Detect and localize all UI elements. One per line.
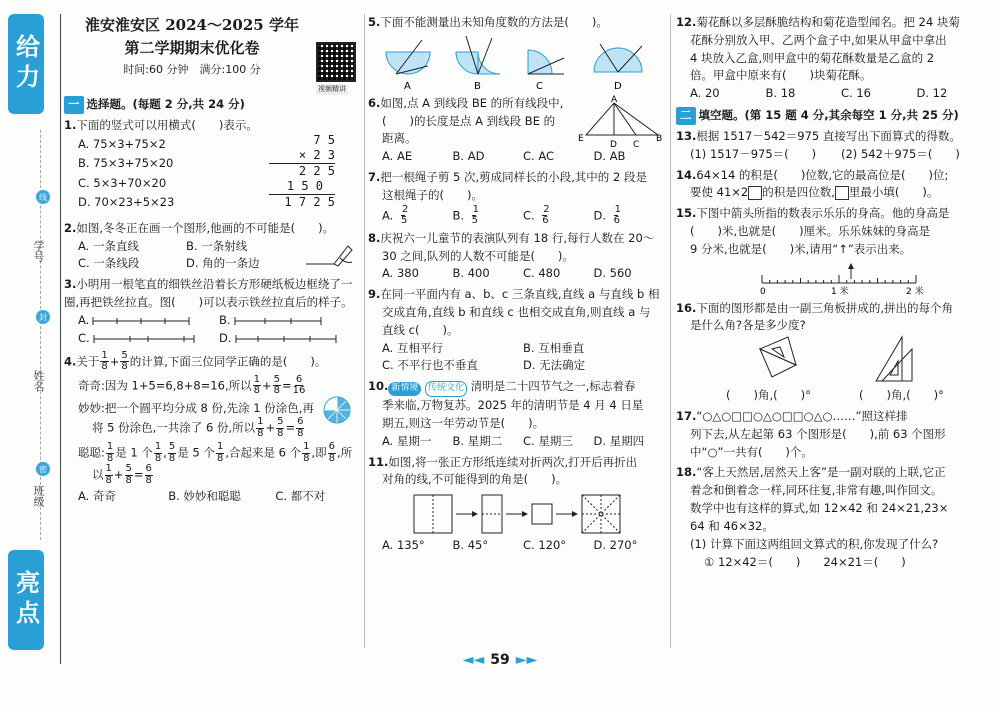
q10-option-c[interactable]: C. 星期三 xyxy=(523,433,573,448)
q4-f-z: 8 xyxy=(105,474,112,486)
q5-fig-a xyxy=(386,40,430,74)
q7-b-label: B. xyxy=(452,208,465,223)
q7-d-den: 6 xyxy=(613,215,620,227)
q17-l3: 中“○”一共有( )个。 xyxy=(690,444,813,459)
q11-number: 11. xyxy=(368,454,389,469)
q4-f-e: 6 xyxy=(295,373,303,385)
q3-text: 小明用一根笔直的细铁丝沿着长方形硬纸板边框绕了一圈,再把铁丝拉直。图( )可以表示铁丝拉直后的样子。 xyxy=(64,277,353,310)
q8-option-d[interactable]: D. 560 xyxy=(593,266,632,281)
q18-l1: “客上天然居,居然天上客”是一副对联的上联,它正 xyxy=(696,465,946,480)
q2-text: 如图,冬冬正在画一个图形,他画的不可能是( )。 xyxy=(76,220,335,235)
q1-option-b[interactable]: B. 75×3+75×20 xyxy=(78,156,174,171)
q11-folding-figure xyxy=(368,489,658,537)
q3-option-a[interactable] xyxy=(78,312,219,330)
q4-frac-d2: 8 xyxy=(121,361,128,372)
q9-option-b[interactable]: B. 互相垂直 xyxy=(523,340,585,355)
column-separator-1 xyxy=(364,14,365,648)
q4-option-c[interactable]: C. 都不对 xyxy=(275,489,326,504)
q2-option-a[interactable]: A. 一条直线 xyxy=(78,238,139,253)
q1-option-d[interactable]: D. 70×23+5×23 xyxy=(78,195,175,210)
q16-fig-b xyxy=(876,337,912,381)
q9-l2: 交成直角,直线 b 和直线 c 也相交成直角,则直线 a 与 xyxy=(382,304,651,319)
q4-option-a[interactable]: A. 奇奇 xyxy=(78,489,116,504)
q13-number: 13. xyxy=(676,128,697,143)
q4-l4d: ,合起来是 6 个 xyxy=(225,445,302,460)
q7-a-label: A. xyxy=(382,208,394,223)
q8-option-a[interactable]: A. 380 xyxy=(382,266,419,281)
pen-drawing-icon xyxy=(304,242,354,272)
q4-f-d: 8 xyxy=(273,385,280,396)
question-17 xyxy=(676,408,992,461)
q8-l2: 30 之间,队列的人数不可能是( )。 xyxy=(382,248,574,263)
q3-b-line xyxy=(231,315,341,327)
q11-option-b[interactable]: B. 45° xyxy=(452,538,489,553)
section-1-header xyxy=(64,96,360,114)
q4-f-s: 1 xyxy=(216,441,224,453)
q4-f-f: 16 xyxy=(292,385,306,396)
q14-number: 14. xyxy=(676,167,697,182)
q10-l3: 期五,则这一年劳动节是( )。 xyxy=(382,415,545,430)
q4-miaomiao-1: 妙妙:把一个圆平均分成 8 份,先涂 1 份涂色,再 xyxy=(78,400,314,415)
q4-l3: 将 5 份涂色,一共涂了 6 份,所以 xyxy=(92,420,256,435)
section-1-badge: 一 xyxy=(64,96,84,114)
q16-l1: 下面的图形都是由一副三角板拼成的,拼出的每个角 xyxy=(696,300,954,315)
question-14 xyxy=(676,167,992,203)
q6-point-c: C xyxy=(633,139,640,150)
fold-mark-3: 密 xyxy=(36,462,50,476)
q6-l3: 距离。 xyxy=(382,131,417,146)
question-16 xyxy=(676,300,992,405)
tab-bottom-label: 亮点 xyxy=(8,550,44,650)
q4-f-k: 6 xyxy=(297,416,304,428)
q4-f-o: 1 xyxy=(154,441,162,453)
q17-number: 17. xyxy=(676,409,697,423)
q6-option-c[interactable]: C. AC xyxy=(523,149,555,164)
q5-label-b[interactable]: B xyxy=(474,80,481,92)
q4-f-ac: 6 xyxy=(145,463,152,475)
q7-c-label: C. xyxy=(523,208,535,223)
q15-l1: 下图中箭头所指的数表示乐乐的身高。他的身高是 xyxy=(696,206,950,221)
q15-number: 15. xyxy=(676,206,697,221)
q18-l2: 着念和倒着念一样,同环往复,非常有趣,叫作回文。 xyxy=(690,483,943,498)
q2-option-d[interactable]: D. 角的一条边 xyxy=(186,256,260,271)
qr-code-icon[interactable] xyxy=(316,42,356,82)
label-xuehao: 学号 xyxy=(32,240,45,262)
q2-option-c[interactable]: C. 一条线段 xyxy=(78,256,140,271)
q4-l5: 以 xyxy=(92,467,104,482)
q12-l2: 花酥分别放入甲、乙两个盒子中,如果从甲盒中拿出 xyxy=(690,32,947,47)
margin-border xyxy=(60,14,61,664)
q4-f-a: 1 xyxy=(253,373,260,385)
q15-ruler xyxy=(676,259,986,297)
q7-a-den: 5 xyxy=(400,215,408,227)
q4-number: 4. xyxy=(64,354,77,368)
q4-f-u: 1 xyxy=(303,441,310,453)
q6-point-a: A xyxy=(611,94,618,105)
q5-label-a[interactable]: A xyxy=(404,80,411,92)
q11-option-a[interactable]: A. 135° xyxy=(382,538,425,553)
q17-l2: 列下去,从左起第 63 个图形是( ),前 63 个图形 xyxy=(690,426,946,441)
fold-mark-2: 封 xyxy=(36,310,50,324)
q4-l4f: ,所 xyxy=(337,445,353,460)
q7-option-a[interactable] xyxy=(382,205,453,227)
next-page-icon[interactable]: ►► xyxy=(515,652,538,668)
question-5 xyxy=(368,14,664,92)
binding-margin xyxy=(0,0,64,708)
q5-number: 5. xyxy=(368,15,381,29)
q4-miaomiao-2: 将 5 份涂色,一共涂了 6 份,所以 $\frac{1}{8}$ + $\frac{5}{8}$ = $\frac{6}{8}$ xyxy=(92,416,304,439)
column-2 xyxy=(368,14,664,555)
q11-option-d[interactable]: D. 270° xyxy=(593,538,638,553)
q4-l1b: = xyxy=(282,378,292,392)
question-6 xyxy=(368,95,664,166)
q10-number: 10. xyxy=(368,379,389,394)
q16-l2: 是什么角?各是多少度? xyxy=(690,318,806,333)
q4-f-ad: 8 xyxy=(145,474,152,486)
question-13 xyxy=(676,128,992,164)
question-10 xyxy=(368,378,664,450)
q7-a-num: 2 xyxy=(401,203,409,215)
q8-option-b[interactable]: B. 400 xyxy=(452,266,490,281)
q14-box-2[interactable] xyxy=(835,186,849,200)
q6-point-e: E xyxy=(578,133,584,144)
q12-option-d[interactable]: D. 12 xyxy=(916,86,948,101)
q4-f-x: 8 xyxy=(328,452,336,464)
q4-l4a: 是 1 个 xyxy=(115,445,153,460)
q17-l1: “○△○□□○△○□□○△○……”照这样排 xyxy=(696,409,908,423)
q7-option-c[interactable] xyxy=(523,205,594,227)
section-2-badge: 二 xyxy=(676,107,696,125)
q14-line2 xyxy=(676,184,992,202)
q7-d-label: D. xyxy=(593,208,607,223)
q6-l1: 如图,点 A 到线段 BE 的所有线段中, xyxy=(380,95,564,110)
q7-b-den: 5 xyxy=(471,215,479,227)
q4-l1: 奇奇:因为 1+5=6,8+8=16,所以 xyxy=(78,378,252,392)
q4-f-aa: 5 xyxy=(125,463,132,475)
q13-l1: 根据 1517－542＝975 直接写出下面算式的得数。 xyxy=(696,128,961,143)
q10-option-d[interactable]: D. 星期四 xyxy=(593,433,645,448)
q7-l1: 把一根绳子剪 5 次,剪成同样长的小段,其中的 2 段是 xyxy=(380,170,647,185)
q10-l1: 清明是二十四节气之一,标志着春 xyxy=(470,379,636,394)
q9-option-d[interactable]: D. 无法确定 xyxy=(523,358,586,373)
q6-option-b[interactable]: B. AD xyxy=(452,149,485,164)
q13-blank-1[interactable]: (1) 1517－975＝( ) xyxy=(690,146,817,161)
q18-l4: 64 和 46×32。 xyxy=(690,518,774,533)
q7-l2: 这根绳子的( )。 xyxy=(382,187,483,202)
q4-f-l: 8 xyxy=(297,427,304,439)
q4-f-b: 8 xyxy=(253,385,260,396)
q4-f-q: 5 xyxy=(168,441,176,453)
q4-f-m: 1 xyxy=(106,441,114,453)
q3-a-label: A. xyxy=(78,312,90,327)
q4-f-r: 8 xyxy=(168,452,176,464)
q4-f-p: 8 xyxy=(154,452,162,464)
q10-l2: 季来临,万物复苏。2025 年的清明节是 4 月 4 日星 xyxy=(382,398,644,413)
q18-number: 18. xyxy=(676,465,697,480)
question-3 xyxy=(64,276,360,347)
q1-vert-line3: 2 2 5 xyxy=(298,163,335,178)
q9-l1: 在同一平面内有 a、b、c 三条直线,直线 a 与直线 b 相 xyxy=(380,287,660,302)
q13-blank-2[interactable]: (2) 542＋975＝( ) xyxy=(841,146,960,161)
q4-t1: 关于 xyxy=(76,354,100,368)
q1-option-a[interactable]: A. 75×3+75×2 xyxy=(78,136,166,151)
q4-l4: 聪聪: xyxy=(78,445,105,460)
q5-fig-d xyxy=(594,44,642,72)
q14-l1: 64×14 的积是( )位数,它的最高位是( )位; xyxy=(696,167,949,182)
q4-congcong-1 xyxy=(64,442,360,464)
q5-fig-b xyxy=(456,36,500,74)
column-separator-2 xyxy=(670,14,671,648)
q12-option-b[interactable]: B. 18 xyxy=(765,86,796,101)
q4-f-n: 8 xyxy=(106,452,114,464)
q4-frac-d1: 8 xyxy=(101,361,108,372)
q4-f-h: 8 xyxy=(257,427,264,439)
question-9 xyxy=(368,286,664,375)
page-number-footer xyxy=(0,652,1000,668)
q1-vert-line4: 1 5 0 xyxy=(269,179,335,195)
q4-t3: 的计算,下面三位同学正确的是( )。 xyxy=(129,354,327,368)
q5-label-c[interactable]: C xyxy=(536,80,543,92)
label-banji: 班级 xyxy=(32,485,45,507)
q4-l4b: , xyxy=(163,445,167,460)
q3-d-line xyxy=(232,333,342,345)
q4-f-i: 5 xyxy=(277,416,284,428)
q16-fig-a xyxy=(760,337,796,377)
question-11 xyxy=(368,454,664,555)
q6-option-d[interactable]: D. AB xyxy=(593,149,626,164)
q18-l6[interactable]: ① 12×42＝( ) 24×21＝( ) xyxy=(704,554,906,569)
q8-option-c[interactable]: C. 480 xyxy=(523,266,561,281)
q14-l2c: 里最小填( )。 xyxy=(848,185,939,200)
q9-l3: 直线 c( )。 xyxy=(382,322,459,337)
q15-tick-2m: 2 米 xyxy=(906,286,924,297)
q7-option-b[interactable] xyxy=(453,205,524,227)
label-xingming: 姓名 xyxy=(32,370,45,392)
q4-frac-n1: 1 xyxy=(101,349,108,361)
q4-f-w: 6 xyxy=(328,441,336,453)
q1-vert-line1: 7 5 xyxy=(313,132,335,147)
q4-f-j: 8 xyxy=(277,427,284,439)
q16-blank-b[interactable]: ( )角,( )° xyxy=(859,388,944,403)
section-1-title: 选择题。(每题 2 分,共 24 分) xyxy=(86,97,245,111)
q7-d-num: 1 xyxy=(614,203,621,215)
q2-option-b[interactable]: B. 一条射线 xyxy=(186,238,248,253)
q4-f-y: 1 xyxy=(105,463,112,475)
question-7 xyxy=(368,169,664,227)
q12-l3: 4 块放入乙盒,则甲盒中的菊花酥数量是乙盒的 2 xyxy=(690,50,935,65)
q5-label-d[interactable]: D xyxy=(614,80,622,92)
q1-vert-line5: 1 7 2 5 xyxy=(284,194,335,209)
q6-option-a[interactable]: A. AE xyxy=(382,149,413,164)
tab-top-label: 给力 xyxy=(8,14,44,114)
q4-l4e: ,即 xyxy=(311,445,327,460)
q3-number: 3. xyxy=(64,277,77,292)
q15-tick-0: 0 xyxy=(760,286,766,297)
q4-f-v: 8 xyxy=(303,452,310,464)
q4-t2: + xyxy=(109,354,120,368)
question-12 xyxy=(676,14,992,103)
q4-f-g: 1 xyxy=(257,416,264,428)
q4-congcong-2: 以 $\frac{1}{8}$ + $\frac{5}{8}$ = $\frac{6}{8}$ xyxy=(92,463,152,486)
q15-l3: 9 分米,也就是( )米,请用“↑”表示出来。 xyxy=(690,241,912,256)
q6-number: 6. xyxy=(368,95,381,110)
q11-l1: 如图,将一张正方形纸连续对折两次,打开后再折出 xyxy=(388,454,638,469)
q4-qiqi: 奇奇:因为 1+5=6,8+8=16,所以 $\frac{1}{8}$ + $\frac{5}{8}$ = $\frac{6}{16}$ xyxy=(78,373,306,396)
q1-vertical-multiplication xyxy=(269,133,335,210)
q7-option-d[interactable] xyxy=(594,205,665,227)
q10-new-tag: 新情境 xyxy=(388,382,421,396)
question-8 xyxy=(368,230,664,283)
q14-box-1[interactable] xyxy=(748,186,762,200)
exam-title-2: 第二学期期末优化卷 xyxy=(124,39,260,58)
q10-option-b[interactable]: B. 星期二 xyxy=(452,433,503,448)
q3-c-line xyxy=(90,333,200,345)
q14-l2b: 的积是四位数, xyxy=(762,185,835,200)
q1-vert-line2: × 2 3 xyxy=(269,148,335,164)
q16-number: 16. xyxy=(676,300,697,315)
q3-c-label: C. xyxy=(78,330,90,345)
q15-tick-1m: 1 米 xyxy=(831,286,849,297)
q6-l2: ( )的长度是点 A 到线段 BE 的 xyxy=(382,113,556,128)
q6-point-d: D xyxy=(610,139,617,150)
q3-option-d[interactable] xyxy=(219,330,360,348)
q6-triangle-figure xyxy=(578,95,662,151)
q7-c-den: 6 xyxy=(542,215,549,227)
q12-l1: 菊花酥以多层酥脆结构和菊花造型闻名。把 24 块菊 xyxy=(696,15,960,29)
q4-option-b[interactable]: B. 妙妙和聪聪 xyxy=(168,489,241,504)
q3-d-label: D. xyxy=(219,330,232,345)
q16-triangle-boards xyxy=(676,335,986,387)
q11-option-c[interactable]: C. 120° xyxy=(523,538,567,553)
question-2 xyxy=(64,220,360,273)
q12-option-c[interactable]: C. 16 xyxy=(841,86,871,101)
q12-number: 12. xyxy=(676,15,697,29)
q6-point-b: B xyxy=(656,133,662,144)
q5-protractor-figures xyxy=(368,32,658,92)
question-18 xyxy=(676,464,992,571)
q18-l5: (1) 计算下面这两组回文算式的积,你发现了什么? xyxy=(690,536,939,551)
q18-l3: 数学中也有这样的算式,如 12×42 和 24×21,23× xyxy=(690,501,949,516)
section-2-title: 填空题。(第 15 题 4 分,其余每空 1 分,共 25 分) xyxy=(698,108,959,123)
q7-c-num: 2 xyxy=(543,203,550,215)
q7-number: 7. xyxy=(368,170,381,185)
q8-l1: 庆祝六一儿童节的表演队列有 18 行,每行人数在 20～ xyxy=(380,230,655,245)
question-1 xyxy=(64,117,360,217)
q4-circle-icon xyxy=(322,395,352,425)
exam-time-score: 时间:60 分钟 满分:100 分 xyxy=(123,62,261,76)
page-number: 59 xyxy=(490,652,510,668)
q3-option-c[interactable] xyxy=(78,330,219,348)
q10-culture-tag: 传统文化 xyxy=(425,381,467,397)
q15-l2: ( )米,也就是( )厘米。乐乐妹妹的身高是 xyxy=(690,223,931,238)
question-15 xyxy=(676,205,992,296)
q1-text: 下面的竖式可以用横式( )表示。 xyxy=(76,117,258,132)
q16-blank-a[interactable]: ( )角,( )° xyxy=(726,388,811,403)
q4-frac-n2: 5 xyxy=(121,349,128,361)
q4-f-ab: 8 xyxy=(125,474,132,486)
q1-option-c[interactable]: C. 5×3+70×20 xyxy=(78,175,167,190)
q3-a-line xyxy=(89,315,199,327)
q5-text: 下面不能测量出未知角度数的方法是( )。 xyxy=(380,15,608,29)
q9-number: 9. xyxy=(368,287,381,302)
q3-b-label: B. xyxy=(219,312,231,327)
q2-number: 2. xyxy=(64,220,77,235)
q5-fig-c xyxy=(528,50,564,74)
q11-l2: 对角的线,不可能得到的角是( )。 xyxy=(382,472,568,487)
q14-l2a: 要使 41×2 xyxy=(690,185,749,200)
q10-option-a[interactable]: A. 星期一 xyxy=(382,433,432,448)
q9-option-c[interactable]: C. 不平行也不垂直 xyxy=(382,358,478,373)
q9-option-a[interactable]: A. 互相平行 xyxy=(382,340,443,355)
video-tag: 视频精讲 xyxy=(318,85,346,93)
column-1 xyxy=(64,14,360,506)
q4-f-t: 8 xyxy=(216,452,224,464)
q4-f-c: 5 xyxy=(273,373,280,385)
fold-mark-1: 线 xyxy=(36,190,50,204)
question-4 xyxy=(64,351,360,507)
exam-title-1: 淮安淮安区 2024～2025 学年 xyxy=(85,16,299,34)
prev-page-icon[interactable]: ◄◄ xyxy=(462,652,485,668)
q12-l4: 倍。甲盒中原来有( )块菊花酥。 xyxy=(690,68,872,83)
q8-number: 8. xyxy=(368,230,381,245)
section-2-header xyxy=(676,107,992,125)
q3-option-b[interactable] xyxy=(219,312,360,330)
q12-option-a[interactable]: A. 20 xyxy=(690,86,720,101)
q4-l4c: 是 5 个 xyxy=(177,445,215,460)
q1-number: 1. xyxy=(64,117,77,132)
q7-b-num: 1 xyxy=(472,203,480,215)
column-3 xyxy=(676,14,992,571)
